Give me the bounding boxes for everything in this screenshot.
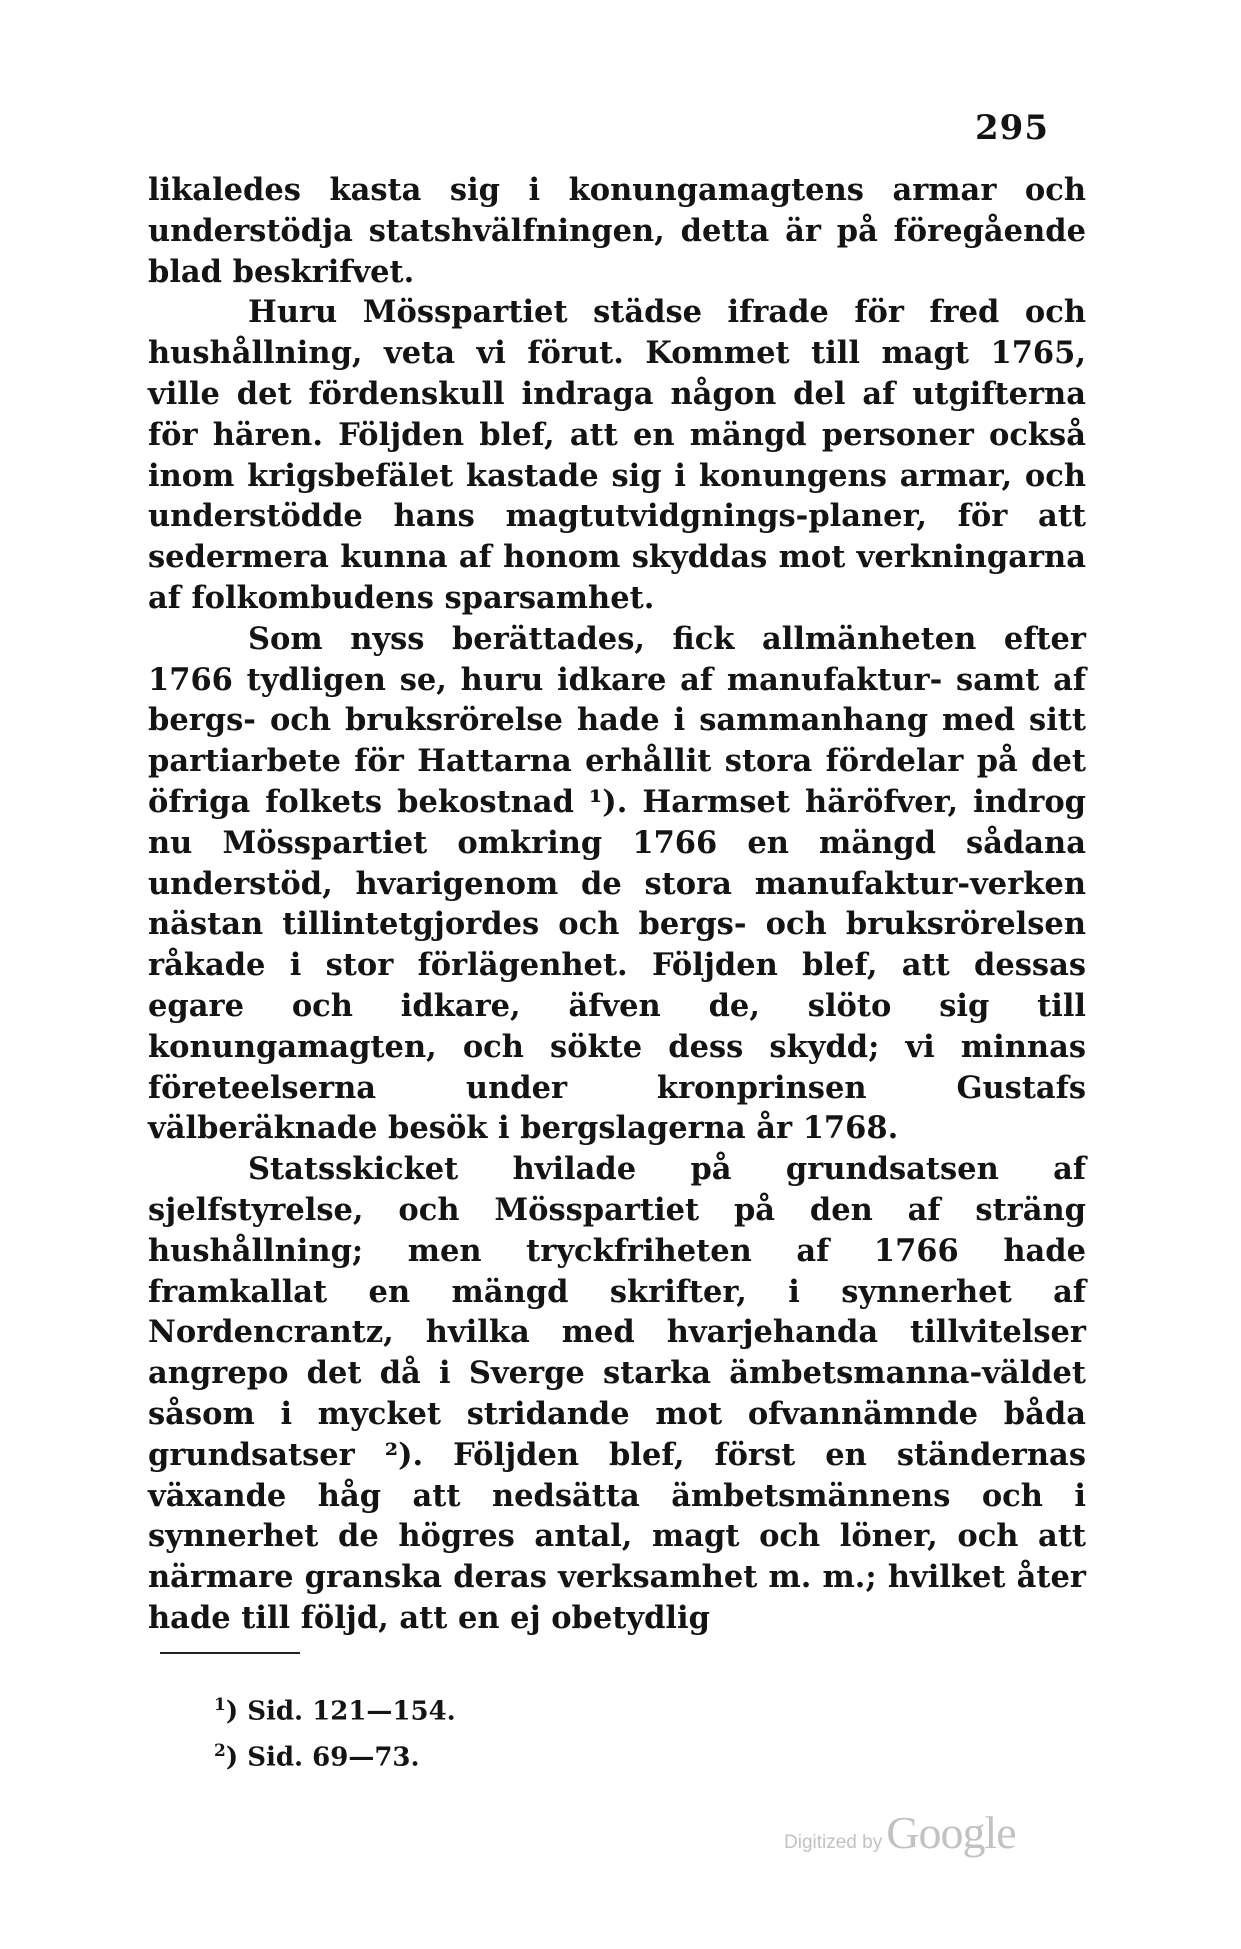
paragraph: Statsskicket hvilade på grundsatsen af sjelfstyrelse, och Mösspartiet på den af sträng hushållning; men tryckfriheten af 1766 hade framkallat en mängd skrifter, i synnerhet af Nordencrantz, hvilka med hvarjehanda tillvitelser angrepo det då i Sverge starka ämbetsmanna-väldet såsom i mycket stridande mot ofvannämnde båda grundsatser ²). Följden blef, först en ständernas växande håg att nedsätta ämbetsmännens och i synnerhet de högres antal, magt och löner, och att närmare granska deras verksamhet m. m.; hvilket åter hade till följd, att en ej obetydlig [148,1151,1086,1636]
paragraph: Som nyss berättades, fick allmänheten efter 1766 tydligen se, huru idkare af manufaktur- samt af bergs- och bruksrörelse hade i sammanhang med sitt partiarbete för Hattarna erhållit stora fördelar på det öfriga folkets bekostnad ¹). Harmset häröfver, indrog nu Mösspartiet omkring 1766 en mängd sådana understöd, hvarigenom de stora manufaktur-verken nästan tillintetgjordes och bergs- och bruksrörelsen råkade i stor förlägenhet. Följden blef, att dessas egare och idkare, äfven de, slöto sig till konungamagten, och sökte dess skydd; vi minnas företeelserna under kronprinsen Gustafs välberäknade besök i bergslagerna år 1768. [148,620,1086,1147]
body-text [148,170,1086,1639]
footnotes [214,1686,456,1777]
paragraph: Huru Mösspartiet städse ifrade för fred och hushållning, veta vi förut. Kommet till magt 1765, ville det fördenskull indraga någon del af utgifterna för hären. Följden blef, att en mängd personer också inom krigsbefälet kastade sig i konungens armar, och understödde hans magtutvidgnings-planer, för att sedermera kunna af honom skyddas mot verkningarna af folkombudens sparsamhet. [148,294,1086,616]
footnote-marker: 2 [214,1740,226,1761]
footnote [214,1732,456,1778]
footnote-text: Sid. 121—154. [247,1696,456,1727]
footnote-paren: ) [225,1742,248,1773]
footnote-paren: ) [225,1696,248,1727]
footnote-divider [160,1652,300,1654]
footnote [214,1686,456,1732]
google-logo: Google [886,1807,1016,1858]
footnote-text: Sid. 69—73. [247,1742,420,1773]
paragraph: likaledes kasta sig i konungamagtens armar och understödja statshvälfningen, detta är på föregående blad beskrifvet. [148,172,1086,290]
footnote-marker: 1 [214,1695,226,1715]
digitized-watermark [784,1806,1016,1859]
page-number: 295 [975,108,1049,148]
digitized-by-text: Digitized by [784,1832,883,1853]
